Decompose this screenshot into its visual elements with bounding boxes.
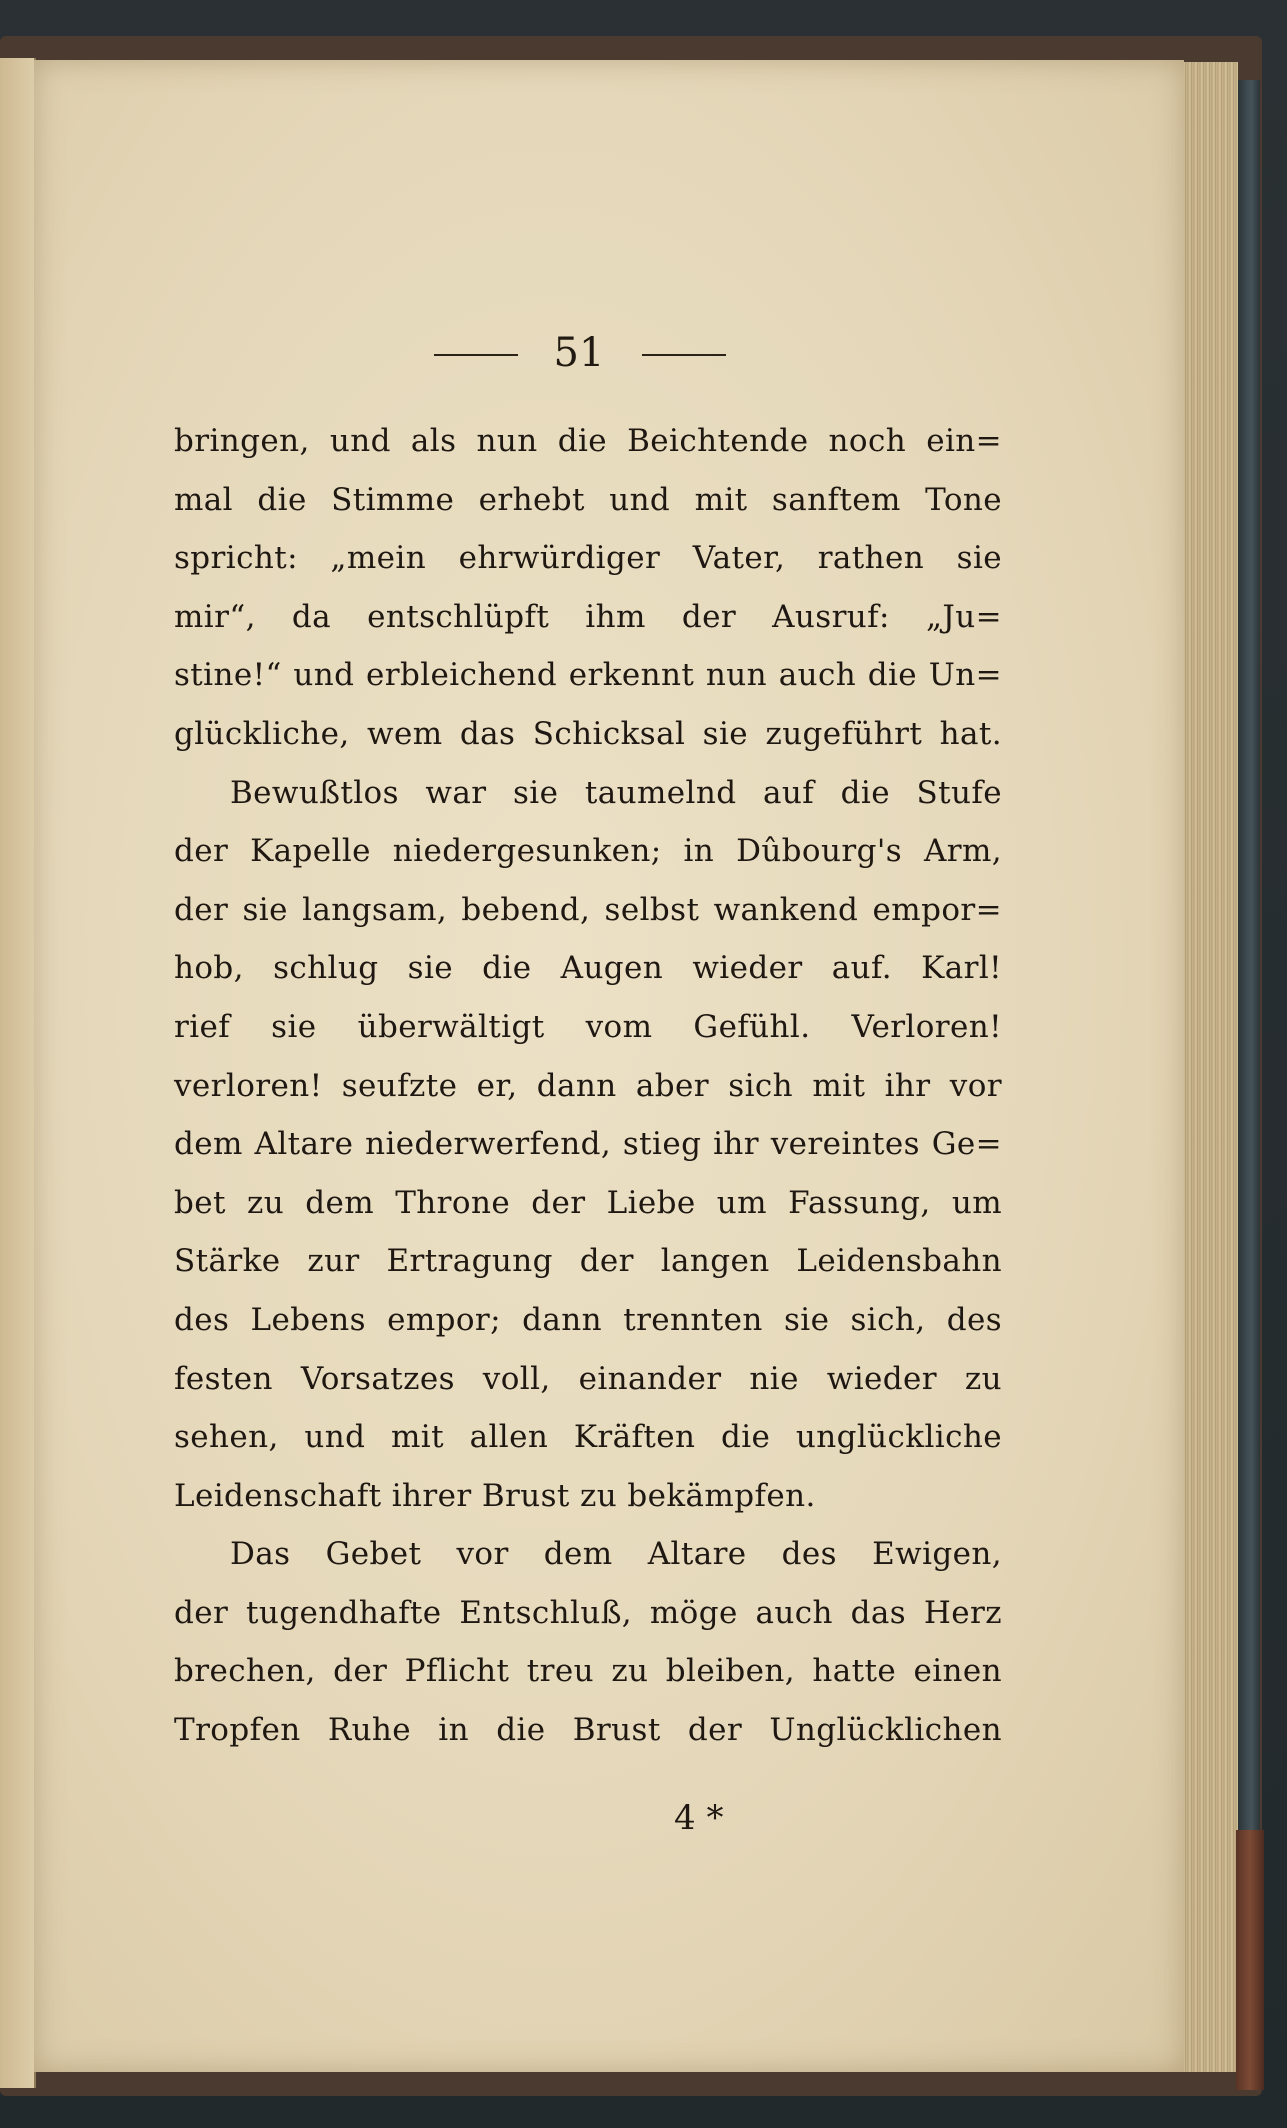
text-line: Stärke zur Ertragung der langen Leidensbahn [174,1243,1002,1280]
text-line: stine!“ und erbleichend erkennt nun auch die Un= [174,657,1002,694]
paragraph-2 [174,764,1002,1526]
text-line: glückliche, wem das Schicksal sie zugeführt hat. [174,715,1002,752]
text-line: der sie langsam, bebend, selbst wankend empor= [174,891,1002,928]
text-line: hob, schlug sie die Augen wieder auf. Karl! [174,950,1002,987]
book-spine-corner [1236,1830,1264,2090]
text-line: Tropfen Ruhe in die Brust der Unglücklichen [174,1712,1002,1749]
text-line: des Lebens empor; dann trennten sie sich, des [174,1301,1002,1338]
text-line: Leidenschaft ihrer Brust zu bekämpfen. [174,1477,816,1514]
paragraph-3 [174,1525,1002,1759]
text-line: verloren! seufzte er, dann aber sich mit ihr vor [174,1067,1002,1104]
paragraph-1 [174,412,1002,764]
text-line: bringen, und als nun die Beichtende noch ein= [174,423,1002,459]
text-line: sehen, und mit allen Kräften die unglückliche [174,1419,1002,1456]
header-rule-right [642,354,726,356]
text-line: Bewußtlos war sie taumelnd auf die Stufe [230,774,1002,811]
text-line: der tugendhafte Entschluß, möge auch das Herz [174,1594,1002,1631]
text-line: Das Gebet vor dem Altare des Ewigen, [230,1536,1002,1573]
text-line: der Kapelle niedergesunken; in Dûbourg's Arm, [174,833,1002,870]
book-page [34,60,1184,2072]
text-line: bet zu dem Throne der Liebe um Fassung, um [174,1184,1002,1221]
text-line: rief sie überwältigt vom Gefühl. Verloren! [174,1008,1002,1045]
body-text [174,412,1002,1760]
signature-mark: 4 * [674,1798,724,1838]
page-header [34,328,1184,378]
left-page-edge [0,58,36,2088]
page-number: 51 [553,330,605,376]
text-line: spricht: „mein ehrwürdiger Vater, rathen sie [174,540,1002,577]
header-rule-left [434,354,518,356]
book-spine [1238,80,1260,1840]
text-line: mir“, da entschlüpft ihm der Ausruf: „Ju= [174,598,1002,635]
text-line: festen Vorsatzes voll, einander nie wieder zu [174,1360,1002,1397]
page-edges [1180,62,1238,2072]
text-line: dem Altare niederwerfend, stieg ihr vereintes Ge= [174,1126,1002,1163]
text-line: mal die Stimme erhebt und mit sanftem Tone [174,481,1002,518]
text-line: brechen, der Pflicht treu zu bleiben, hatte einen [174,1653,1002,1690]
